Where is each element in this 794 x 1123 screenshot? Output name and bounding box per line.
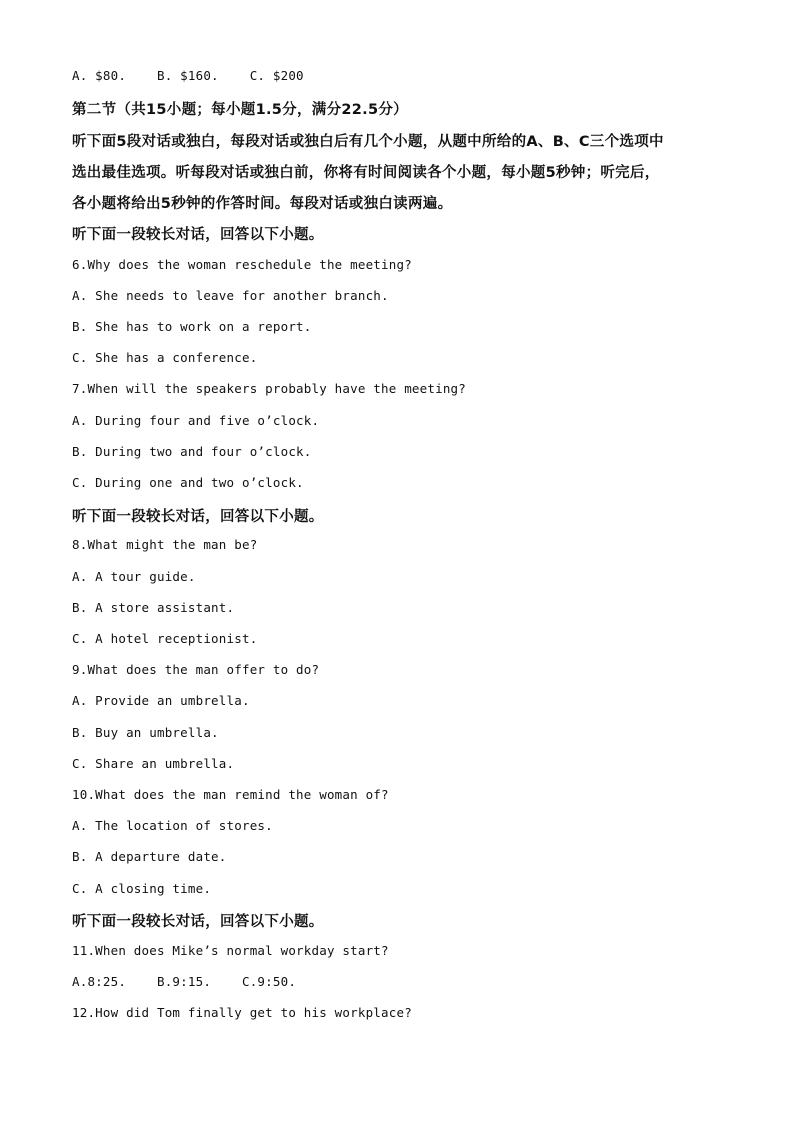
question-7-option-c: C. During one and two o’clock. bbox=[72, 475, 304, 490]
dialogue-intro-3: 听下面一段较长对话，回答以下小题。 bbox=[72, 914, 324, 930]
section-heading: 第二节（共15小题；每小题1.5分，满分22.5分） bbox=[72, 102, 408, 118]
question-12: 12.How did Tom finally get to his workplace? bbox=[72, 1005, 412, 1020]
question-11: 11.When does Mike’s normal workday start? bbox=[72, 943, 389, 958]
question-10-option-c: C. A closing time. bbox=[72, 881, 212, 896]
question-8-option-a: A. A tour guide. bbox=[72, 569, 196, 584]
question-10-option-b: B. A departure date. bbox=[72, 849, 227, 864]
question-8: 8.What might the man be? bbox=[72, 537, 258, 552]
question-8-option-b: B. A store assistant. bbox=[72, 600, 235, 615]
dialogue-intro-1: 听下面一段较长对话，回答以下小题。 bbox=[72, 227, 324, 243]
question-10-option-a: A. The location of stores. bbox=[72, 818, 273, 833]
question-8-option-c: C. A hotel receptionist. bbox=[72, 631, 258, 646]
question-10: 10.What does the man remind the woman of? bbox=[72, 787, 389, 802]
dialogue-intro-2: 听下面一段较长对话，回答以下小题。 bbox=[72, 509, 324, 525]
instructions-line-3: 各小题将给出5秒钟的作答时间。每段对话或独白读两遍。 bbox=[72, 196, 453, 212]
question-11-options: A.8:25. B.9:15. C.9:50. bbox=[72, 974, 297, 989]
question-9-option-c: C. Share an umbrella. bbox=[72, 756, 235, 771]
question-7-option-b: B. During two and four o’clock. bbox=[72, 444, 312, 459]
question-6-option-b: B. She has to work on a report. bbox=[72, 319, 312, 334]
question-9: 9.What does the man offer to do? bbox=[72, 662, 320, 677]
question-7-option-a: A. During four and five o’clock. bbox=[72, 413, 320, 428]
question-6-option-a: A. She needs to leave for another branch. bbox=[72, 288, 389, 303]
question-9-option-a: A. Provide an umbrella. bbox=[72, 693, 250, 708]
question-7: 7.When will the speakers probably have the meeting? bbox=[72, 381, 467, 396]
question-6: 6.Why does the woman reschedule the meeting? bbox=[72, 257, 412, 272]
instructions-line-2: 选出最佳选项。听每段对话或独白前，你将有时间阅读各个小题，每小题5秒钟；听完后， bbox=[72, 165, 660, 181]
question-9-option-b: B. Buy an umbrella. bbox=[72, 725, 219, 740]
instructions-line-1: 听下面5段对话或独白，每段对话或独白后有几个小题，从题中所给的A、B、C三个选项中 bbox=[72, 134, 664, 150]
q5-options: A. $80. B. $160. C. $200 bbox=[72, 68, 304, 83]
question-6-option-c: C. She has a conference. bbox=[72, 350, 258, 365]
